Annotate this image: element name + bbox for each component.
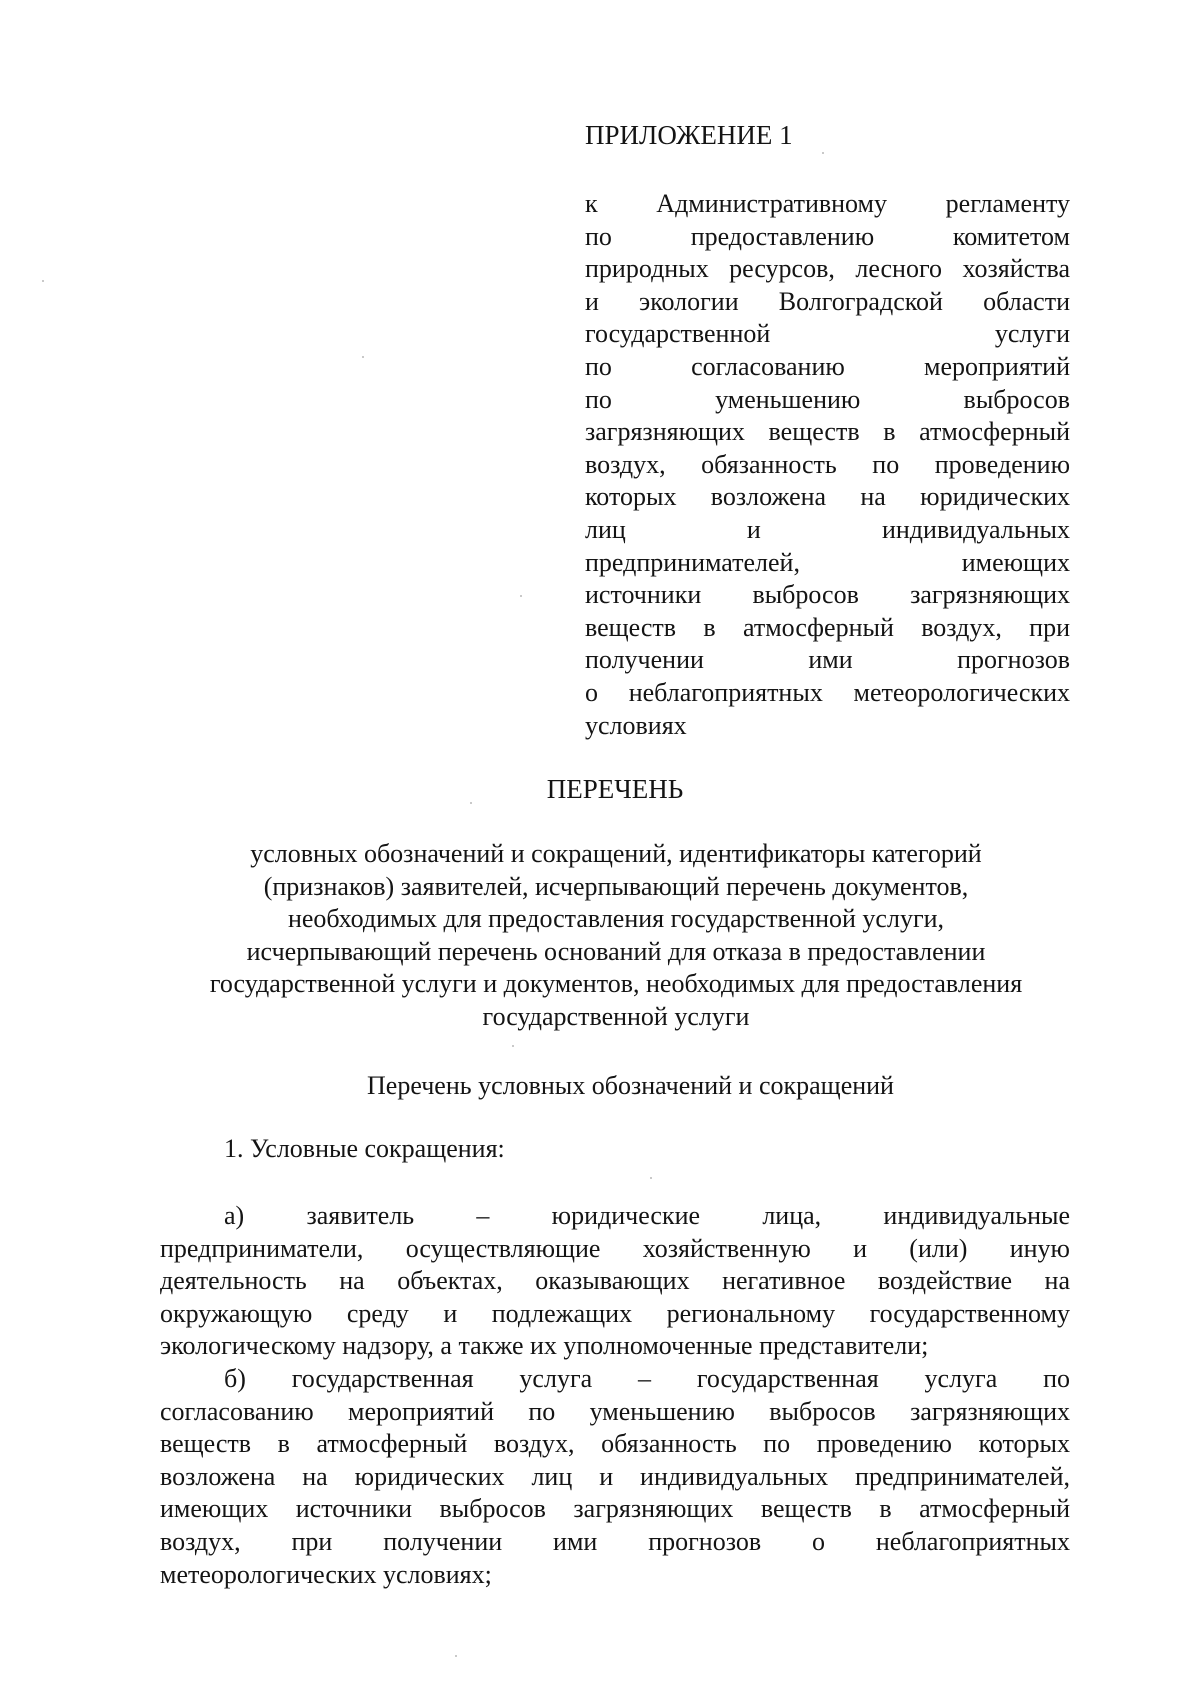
appendix-reference [585,188,1070,742]
paragraph-line: веществ в атмосферный воздух, обязанность по проведению которых [160,1429,1070,1459]
scan-speck [520,595,522,597]
appendix-line: по предоставлению комитетом [585,221,1070,251]
appendix-line: по согласованию мероприятий [585,351,1070,381]
scan-speck [822,152,824,154]
paragraph-line: б) государственная услуга – государственная услуга по [224,1364,1070,1393]
appendix-line: по уменьшению выбросов [585,384,1070,414]
scan-speck [455,1655,457,1657]
subtitle-line: необходимых для предоставления государственной услуги, [287,904,945,934]
appendix-title: ПРИЛОЖЕНИЕ 1 [585,120,793,150]
paragraph-line: возложена на юридических лиц и индивидуальных предпринимателей, [160,1461,1070,1491]
appendix-line: источники выбросов загрязняющих [585,580,1070,610]
paragraph-line: воздух, при получении ими прогнозов о неблагоприятных [160,1526,1070,1556]
appendix-line: природных ресурсов, лесного хозяйства [585,254,1070,284]
paragraph-line: согласованию мероприятий по уменьшению выбросов загрязняющих [160,1396,1070,1426]
scan-speck [650,1177,652,1179]
appendix-line: лиц и индивидуальных [585,514,1070,544]
scan-speck [42,280,44,282]
paragraph-line: окружающую среду и подлежащих региональному государственному [160,1298,1070,1328]
paragraph-applicant [160,1200,1070,1363]
appendix-line: государственной услуги [585,319,1070,349]
subtitle-line: государственной услуги и документов, необходимых для предоставления [209,969,1023,999]
subtitle-line: исчерпывающий перечень оснований для отказа в предоставлении [246,936,986,966]
paragraph-state-service [160,1363,1070,1591]
appendix-line: предпринимателей, имеющих [585,547,1070,577]
subtitle-line: условных обозначений и сокращений, идентификаторы категорий [250,839,982,868]
appendix-line: которых возложена на юридических [585,482,1070,512]
paragraph-line: предприниматели, осуществляющие хозяйственную и (или) иную [160,1233,1070,1263]
appendix-line: получении ими прогнозов [585,645,1070,675]
appendix-line: к Административному регламенту [585,189,1070,218]
paragraph-line: метеорологических условиях; [160,1559,492,1589]
appendix-line: и экологии Волгоградской области [585,286,1070,316]
list-subtitle [160,838,1072,1034]
appendix-line: загрязняющих веществ в атмосферный [585,417,1070,447]
paragraph-line: а) заявитель – юридические лица, индивидуальные [224,1201,1070,1230]
scan-speck [362,356,364,358]
item-heading: 1. Условные сокращения: [224,1134,505,1163]
appendix-line: веществ в атмосферный воздух, при [585,612,1070,642]
subtitle-line: государственной услуги [482,1001,750,1031]
subtitle-line: (признаков) заявителей, исчерпывающий перечень документов, [263,871,969,901]
paragraph-line: имеющих источники выбросов загрязняющих веществ в атмосферный [160,1494,1070,1524]
scan-speck [470,802,472,804]
paragraph-line: экологическому надзору, а также их уполномоченные представители; [160,1331,929,1361]
appendix-line: о неблагоприятных метеорологических [585,677,1070,707]
appendix-line: воздух, обязанность по проведению [585,449,1070,479]
scan-speck [512,1045,514,1047]
section-heading: Перечень условных обозначений и сокращений [367,1071,894,1100]
appendix-line: условиях [585,710,687,740]
list-title: ПЕРЕЧЕНЬ [546,774,684,804]
paragraph-line: деятельность на объектах, оказывающих негативное воздействие на [160,1266,1070,1296]
